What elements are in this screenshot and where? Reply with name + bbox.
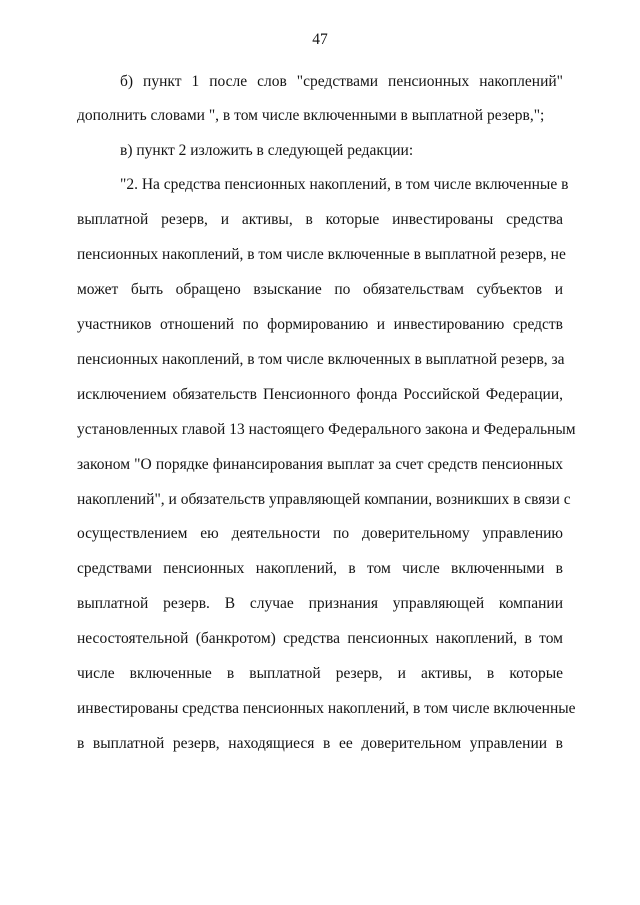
clause-2-line-12: средствами пенсионных накоплений, в том числе включенными в <box>77 560 563 577</box>
paragraph-b-line-2: дополнить словами ", в том числе включенными в выплатной резерв,"; <box>77 107 545 124</box>
clause-2-line-8: установленных главой 13 настоящего Федерального закона и Федеральным <box>77 421 576 438</box>
clause-2-line-11: осуществлением ею деятельности по доверительному управлению <box>77 525 563 542</box>
paragraph-v-line-1: в) пункт 2 изложить в следующей редакции: <box>120 142 414 159</box>
clause-2-line-10: накоплений", и обязательств управляющей компании, возникших в связи с <box>77 491 571 508</box>
clause-2-line-2: выплатной резерв, и активы, в которые инвестированы средства <box>77 211 563 228</box>
clause-2-line-15: числе включенные в выплатной резерв, и активы, в которые <box>77 665 563 682</box>
clause-2-line-4: может быть обращено взыскание по обязательствам субъектов и <box>77 281 563 298</box>
clause-2-line-3: пенсионных накоплений, в том числе включенные в выплатной резерв, не <box>77 246 566 263</box>
clause-2-line-5: участников отношений по формированию и инвестированию средств <box>77 316 563 333</box>
paragraph-b-line-1: б) пункт 1 после слов "средствами пенсионных накоплений" <box>120 73 563 90</box>
page-number: 47 <box>312 31 328 48</box>
clause-2-line-16: инвестированы средства пенсионных накоплений, в том числе включенные <box>77 700 576 717</box>
clause-2-line-6: пенсионных накоплений, в том числе включенных в выплатной резерв, за <box>77 351 565 368</box>
clause-2-line-7: исключением обязательств Пенсионного фонда Российской Федерации, <box>77 386 563 403</box>
clause-2-line-1: "2. На средства пенсионных накоплений, в том числе включенные в <box>120 176 569 193</box>
clause-2-line-14: несостоятельной (банкротом) средства пенсионных накоплений, в том <box>77 630 563 647</box>
clause-2-line-17: в выплатной резерв, находящиеся в ее доверительном управлении в <box>77 735 563 752</box>
clause-2-line-9: законом "О порядке финансирования выплат за счет средств пенсионных <box>77 456 563 473</box>
clause-2-line-13: выплатной резерв. В случае признания управляющей компании <box>77 595 563 612</box>
